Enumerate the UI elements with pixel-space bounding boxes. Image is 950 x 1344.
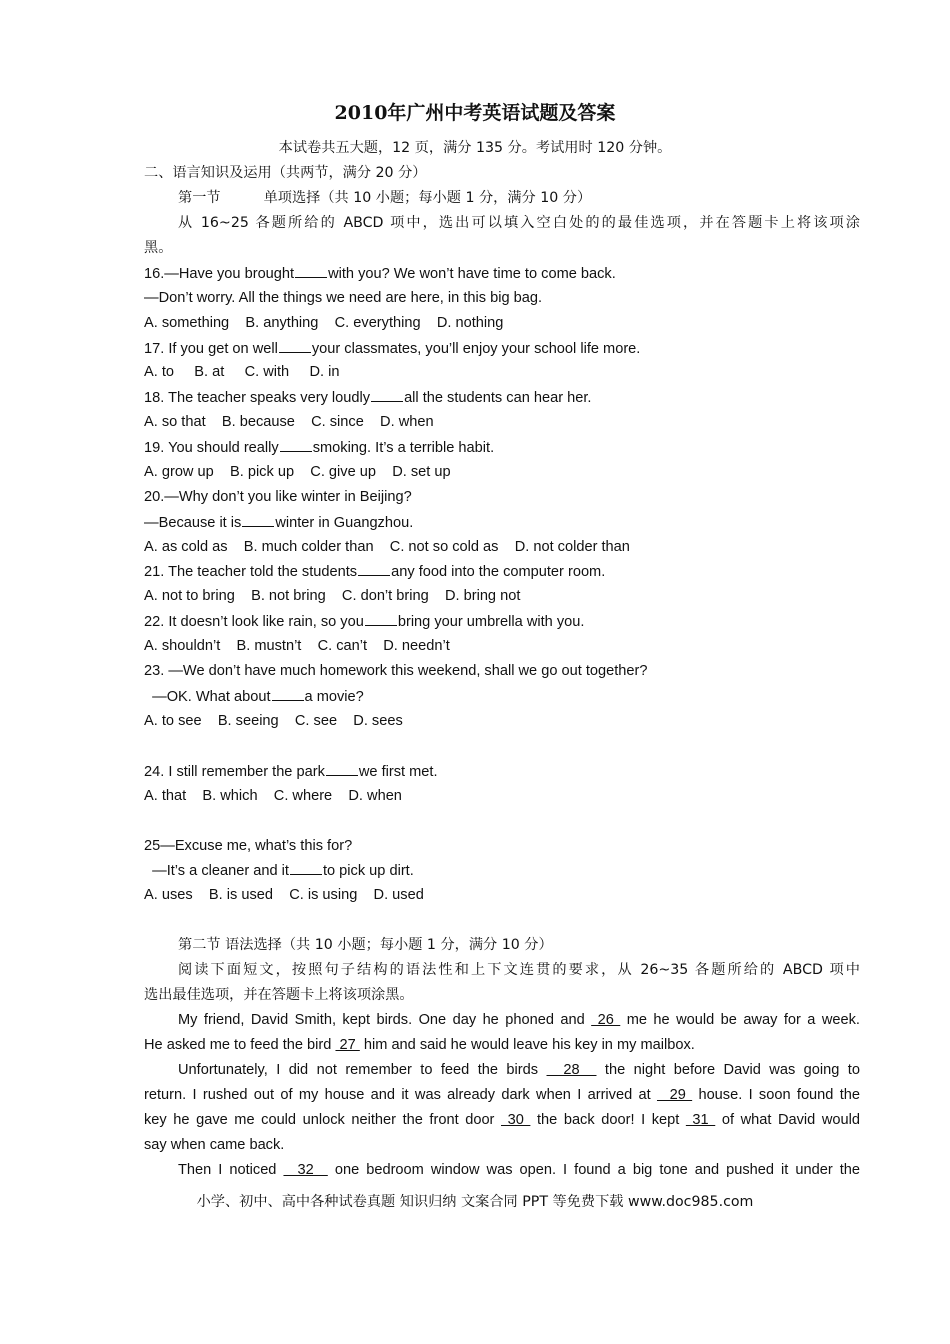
question-17: 17. If you get on well your classmates, you’ll enjoy your school life more. <box>144 338 860 359</box>
part2-heading: 二、语言知识及运用（共两节，满分 20 分） <box>144 165 427 181</box>
answer-blank <box>358 561 390 576</box>
section1-heading-number: 第一节 <box>178 190 221 206</box>
question-20-reply: —Because it is winter in Guangzhou. <box>144 512 860 533</box>
question-23-options: A. to see B. seeing C. see D. sees <box>144 713 403 729</box>
answer-blank <box>242 512 274 527</box>
passage-p2-line4: say when came back. <box>144 1137 285 1153</box>
question-21: 21. The teacher told the students any food into the computer room. <box>144 561 860 582</box>
question-19: 19. You should really smoking. It’s a terrible habit. <box>144 437 860 458</box>
page-title: 2010年广州中考英语试题及答案 <box>334 102 616 124</box>
question-25-reply: —It’s a cleaner and it to pick up dirt. <box>144 860 860 881</box>
question-18: 18. The teacher speaks very loudly all the students can hear her. <box>144 387 860 408</box>
answer-blank <box>290 860 322 875</box>
passage-p3-line1: Then I noticed 32 one bedroom window was open. I found a big tone and pushed it under the <box>178 1162 860 1178</box>
answer-blank <box>279 338 311 353</box>
blank-30: 30 <box>501 1112 531 1128</box>
section1-heading-text: 单项选择（共 10 小题；每小题 1 分，满分 10 分） <box>263 190 592 206</box>
blank-29: 29 <box>656 1087 693 1103</box>
question-20: 20.—Why don’t you like winter in Beijing? <box>144 489 412 505</box>
section1-instruction-line1: 从 16~25 各题所给的 ABCD 项中，选出可以填入空白处的的最佳选项，并在答题卡上将该项涂 <box>178 215 860 231</box>
question-21-options: A. not to bring B. not bring C. don’t bring D. bring not <box>144 588 521 604</box>
passage-p2-line1: Unfortunately, I did not remember to feed the birds 28 the night before David was going to <box>178 1062 860 1078</box>
passage-p2-line2: return. I rushed out of my house and it was already dark when I arrived at 29 house. I soon found the <box>144 1087 860 1103</box>
blank-28: 28 <box>546 1062 597 1078</box>
question-23: 23. —We don’t have much homework this weekend, shall we go out together? <box>144 663 648 679</box>
question-16: 16.—Have you brought with you? We won’t have time to come back. <box>144 263 860 284</box>
section2-instruction-line1: 阅读下面短文，按照句子结构的语法性和上下文连贯的要求，从 26~35 各题所给的 ABCD 项中 <box>178 962 860 978</box>
question-23-reply: —OK. What about a movie? <box>144 686 860 707</box>
section1-instruction-line2: 黑。 <box>144 240 173 256</box>
question-19-options: A. grow up B. pick up C. give up D. set up <box>144 464 451 480</box>
passage-p1-line2: He asked me to feed the bird 27 him and said he would leave his key in my mailbox. <box>144 1037 695 1053</box>
passage-p1-line1: My friend, David Smith, kept birds. One day he phoned and 26 me he would be away for a week. <box>178 1012 860 1028</box>
page-footer: 小学、初中、高中各种试卷真题 知识归纳 文案合同 PPT 等免费下载 www.doc985.com <box>196 1194 754 1210</box>
question-22-options: A. shouldn’t B. mustn’t C. can’t D. needn’t <box>144 638 450 654</box>
passage-p2-line3: key he gave me could unlock neither the front door 30 the back door! I kept 31 of what David would <box>144 1112 860 1128</box>
question-18-options: A. so that B. because C. since D. when <box>144 414 434 430</box>
blank-31: 31 <box>685 1112 716 1128</box>
section1-heading <box>178 188 894 208</box>
question-24: 24. I still remember the park we first met. <box>144 761 860 782</box>
question-22: 22. It doesn’t look like rain, so you bring your umbrella with you. <box>144 611 860 632</box>
answer-blank <box>365 611 397 626</box>
question-17-options: A. to B. at C. with D. in <box>144 364 340 380</box>
section2-heading: 第二节 语法选择（共 10 小题；每小题 1 分，满分 10 分） <box>178 937 553 953</box>
blank-32: 32 <box>283 1162 328 1178</box>
question-25: 25—Excuse me, what’s this for? <box>144 838 353 854</box>
question-16-reply: —Don’t worry. All the things we need are here, in this big bag. <box>144 290 543 306</box>
question-24-options: A. that B. which C. where D. when <box>144 788 402 804</box>
answer-blank <box>326 761 358 776</box>
answer-blank <box>272 686 304 701</box>
blank-27: 27 <box>335 1037 360 1053</box>
question-20-options: A. as cold as B. much colder than C. not so cold as D. not colder than <box>144 539 630 555</box>
answer-blank <box>371 387 403 402</box>
question-16-options: A. something B. anything C. everything D. nothing <box>144 315 504 331</box>
question-25-options: A. uses B. is used C. is using D. used <box>144 887 424 903</box>
exam-subtitle: 本试卷共五大题，12 页，满分 135 分。考试用时 120 分钟。 <box>278 140 672 156</box>
section2-instruction-line2: 选出最佳选项，并在答题卡上将该项涂黑。 <box>144 987 414 1003</box>
answer-blank <box>295 263 327 278</box>
answer-blank <box>280 437 312 452</box>
blank-26: 26 <box>591 1012 621 1028</box>
